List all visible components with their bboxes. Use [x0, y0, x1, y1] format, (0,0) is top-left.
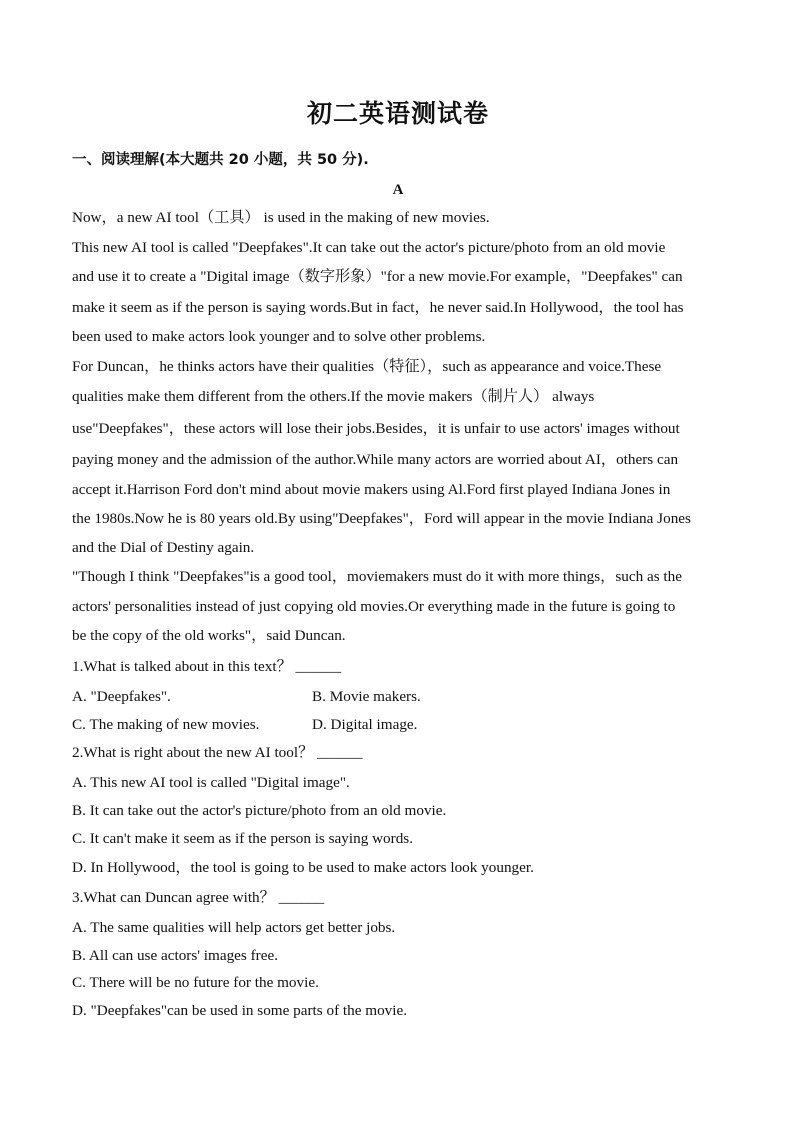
passage-line: accept it.Harrison Ford don't mind about movie makers using Al.Ford first played Indiana Jones in	[72, 481, 671, 498]
question-stem: 1.What is talked about in this text？ ______	[72, 658, 342, 675]
section-heading: 一、阅读理解(本大题共 20 小题，共 50 分).	[72, 152, 369, 168]
passage-line: be the copy of the old works"，said Duncan.	[72, 627, 346, 644]
passage-line: This new AI tool is called "Deepfakes".It can take out the actor's picture/photo from an old movie	[72, 239, 666, 256]
passage-line: For Duncan，he thinks actors have their qualities（特征），such as appearance and voice.These	[72, 358, 662, 375]
question-stem: 3.What can Duncan agree with？ ______	[72, 889, 325, 906]
passage-line: the 1980s.Now he is 80 years old.By using"Deepfakes"，Ford will appear in the movie Indiana Jones	[72, 510, 691, 527]
option-b[interactable]: B. Movie makers.	[312, 688, 421, 705]
option-d[interactable]: D. Digital image.	[312, 716, 418, 733]
passage-line: Now，a new AI tool（工具） is used in the making of new movies.	[72, 209, 490, 226]
option-b[interactable]: B. It can take out the actor's picture/photo from an old movie.	[72, 802, 447, 819]
option-c[interactable]: C. The making of new movies.	[72, 716, 260, 733]
passage-line: "Though I think "Deepfakes"is a good tool，moviemakers must do it with more things，such as the	[72, 568, 682, 585]
passage-line: and the Dial of Destiny again.	[72, 539, 255, 556]
passage-line: and use it to create a "Digital image（数字形象）"for a new movie.For example，"Deepfakes" can	[72, 268, 683, 285]
passage-line: qualities make them different from the others.If the movie makers（制片人） always	[72, 388, 595, 405]
passage-line: use"Deepfakes"，these actors will lose their jobs.Besides，it is unfair to use actors' images without	[72, 420, 680, 437]
passage-label: A	[392, 182, 404, 198]
option-d[interactable]: D. In Hollywood，the tool is going to be used to make actors look younger.	[72, 859, 534, 876]
option-a[interactable]: A. The same qualities will help actors get better jobs.	[72, 919, 396, 936]
passage-line: actors' personalities instead of just copying old movies.Or everything made in the future is going to	[72, 598, 676, 615]
option-c[interactable]: C. It can't make it seem as if the person is saying words.	[72, 830, 414, 847]
passage-line: paying money and the admission of the author.While many actors are worried about AI，others can	[72, 451, 679, 468]
passage-line: been used to make actors look younger and to solve other problems.	[72, 328, 486, 345]
passage-line: make it seem as if the person is saying words.But in fact，he never said.In Hollywood，the tool has	[72, 299, 684, 316]
option-c[interactable]: C. There will be no future for the movie.	[72, 974, 319, 991]
question-stem: 2.What is right about the new AI tool？ ______	[72, 744, 363, 761]
option-a[interactable]: A. "Deepfakes".	[72, 688, 171, 705]
option-d[interactable]: D. "Deepfakes"can be used in some parts of the movie.	[72, 1002, 408, 1019]
option-a[interactable]: A. This new AI tool is called "Digital image".	[72, 774, 350, 791]
option-b[interactable]: B. All can use actors' images free.	[72, 947, 279, 964]
page-title: 初二英语测试卷	[306, 99, 489, 128]
